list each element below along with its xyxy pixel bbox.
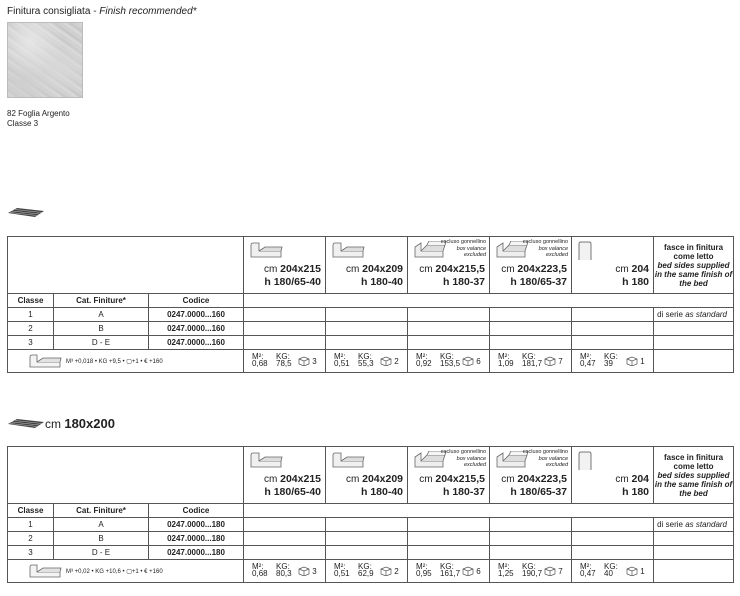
empty-cell — [572, 308, 654, 322]
empty-cell — [654, 546, 734, 560]
codice-cell: 0247.0000...180 — [149, 532, 244, 546]
dimension-cell — [490, 447, 572, 504]
codice-header: Codice — [149, 504, 244, 518]
codice-cell: 0247.0000...160 — [149, 322, 244, 336]
pack-info-cell — [244, 350, 326, 373]
empty-cell — [244, 308, 326, 322]
empty-cell — [490, 546, 572, 560]
package-count: 2 — [380, 566, 399, 578]
empty-cell — [572, 322, 654, 336]
package-icon — [380, 356, 392, 366]
package-icon — [544, 566, 556, 576]
classe-cell: 2 — [8, 532, 54, 546]
dimension-cell — [408, 447, 490, 504]
package-icon — [380, 566, 392, 576]
pack-info-cell — [490, 560, 572, 583]
summary-text: M³ +0,02 • KG +10,6 • ▢+1 • € +160 — [66, 569, 163, 575]
cat-cell: D - E — [54, 336, 149, 350]
empty-cell — [326, 546, 408, 560]
volume-value: M²: 0,68 — [252, 352, 268, 368]
cat-cell: D - E — [54, 546, 149, 560]
empty-cell — [490, 336, 572, 350]
codice-header: Codice — [149, 294, 244, 308]
volume-value: M²: 0,47 — [580, 562, 596, 578]
package-count: 1 — [626, 566, 645, 578]
empty-cell — [408, 322, 490, 336]
box-valance-note: escluso gonnellino box valance excluded — [440, 449, 487, 468]
swatch-name: 82 Foglia Argento — [7, 109, 70, 118]
bed-icon — [249, 241, 283, 259]
empty-cell — [654, 350, 734, 373]
classe-header: Classe — [8, 504, 54, 518]
empty-cell — [326, 336, 408, 350]
headboard-icon — [577, 241, 593, 261]
classe-cell: 3 — [8, 546, 54, 560]
dimension-cell — [244, 447, 326, 504]
pack-info-cell — [326, 560, 408, 583]
table-row — [8, 336, 734, 350]
package-count: 3 — [298, 566, 317, 578]
empty-cell — [326, 532, 408, 546]
weight-value: KG: 161,7 — [440, 562, 461, 578]
empty-cell — [244, 546, 326, 560]
headboard-icon — [577, 451, 593, 471]
volume-value: M²: 1,25 — [498, 562, 514, 578]
cat-cell: A — [54, 308, 149, 322]
empty-cell — [490, 532, 572, 546]
empty-cell — [654, 336, 734, 350]
package-count: 6 — [462, 356, 481, 368]
cat-header: Cat. Finiture* — [54, 294, 149, 308]
package-icon — [626, 356, 638, 366]
swatch-caption — [7, 109, 70, 129]
empty-cell — [654, 560, 734, 583]
dimension-label: cm 204x215 h 180/65-40 — [264, 263, 322, 288]
header-blank — [8, 447, 244, 504]
standard-note: di serie as standard — [654, 518, 734, 532]
pack-info-cell — [244, 560, 326, 583]
package-count: 6 — [462, 566, 481, 578]
table-row — [8, 322, 734, 336]
empty-cell — [654, 532, 734, 546]
weight-value: KG: 55,3 — [358, 352, 374, 368]
box-valance-note: escluso gonnellino box valance excluded — [522, 449, 569, 468]
empty-cell — [490, 518, 572, 532]
empty-cell — [408, 518, 490, 532]
section-size-label — [45, 416, 115, 431]
slats-icon — [7, 207, 45, 219]
package-icon — [298, 566, 310, 576]
weight-value: KG: 39 — [604, 352, 618, 368]
empty-cell — [408, 532, 490, 546]
empty-cell — [572, 518, 654, 532]
pack-info-cell — [572, 560, 654, 583]
table-row — [8, 532, 734, 546]
empty-cell — [490, 308, 572, 322]
volume-value: M²: 0,51 — [334, 562, 350, 578]
slats-icon — [7, 418, 45, 430]
empty-cell — [326, 518, 408, 532]
table-row — [8, 518, 734, 532]
dimension-label: cm 204 h 180 — [615, 473, 650, 498]
classe-header: Classe — [8, 294, 54, 308]
weight-value: KG: 40 — [604, 562, 618, 578]
empty-cell — [244, 532, 326, 546]
empty-cell — [408, 336, 490, 350]
dimension-cell — [244, 237, 326, 294]
standard-note: di serie as standard — [654, 308, 734, 322]
package-count: 1 — [626, 356, 645, 368]
empty-cell — [490, 322, 572, 336]
codice-cell: 0247.0000...180 — [149, 546, 244, 560]
codice-cell: 0247.0000...160 — [149, 336, 244, 350]
dimension-cell — [572, 447, 654, 504]
empty-cell — [654, 322, 734, 336]
volume-value: M²: 0,95 — [416, 562, 432, 578]
weight-value: KG: 78,5 — [276, 352, 292, 368]
weight-value: KG: 80,3 — [276, 562, 292, 578]
dimension-label: cm 204x209 h 180-40 — [346, 473, 404, 498]
volume-value: M²: 1,09 — [498, 352, 514, 368]
bed-outline-icon — [28, 353, 62, 369]
empty-cell — [326, 308, 408, 322]
empty-cell — [572, 336, 654, 350]
finish-swatch — [7, 22, 83, 98]
bed-icon — [331, 241, 365, 259]
dimension-label: cm 204x223,5 h 180/65-37 — [501, 263, 568, 288]
codice-cell: 0247.0000...160 — [149, 308, 244, 322]
header-spacer — [244, 294, 734, 308]
dimension-label: cm 204x223,5 h 180/65-37 — [501, 473, 568, 498]
empty-cell — [244, 322, 326, 336]
finish-title-en: - Finish recommended* — [90, 6, 197, 17]
weight-value: KG: 190,7 — [522, 562, 543, 578]
volume-value: M²: 0,68 — [252, 562, 268, 578]
empty-cell — [244, 336, 326, 350]
size-unit: cm — [45, 417, 61, 431]
size-value: 180x200 — [64, 416, 115, 431]
package-icon — [626, 566, 638, 576]
classe-cell: 2 — [8, 322, 54, 336]
pack-info-cell — [408, 350, 490, 373]
dimension-label: cm 204x215 h 180/65-40 — [264, 473, 322, 498]
pack-info-cell — [490, 350, 572, 373]
package-count: 3 — [298, 356, 317, 368]
classe-cell: 1 — [8, 518, 54, 532]
weight-value: KG: 153,5 — [440, 352, 461, 368]
dimension-cell — [326, 447, 408, 504]
empty-cell — [572, 546, 654, 560]
box-valance-note: escluso gonnellino box valance excluded — [522, 239, 569, 258]
dimension-label: cm 204 h 180 — [615, 263, 650, 288]
package-icon — [298, 356, 310, 366]
empty-cell — [408, 546, 490, 560]
bed-sides-note: fasce in finitura come letto bed sides supplied in the same finish of the bed — [654, 237, 734, 294]
package-count: 7 — [544, 356, 563, 368]
bed-icon — [249, 451, 283, 469]
option-summary — [8, 560, 244, 583]
swatch-class: Classe 3 — [7, 119, 39, 128]
cat-cell: B — [54, 532, 149, 546]
dimension-label: cm 204x215,5 h 180-37 — [419, 473, 486, 498]
pack-info-cell — [572, 350, 654, 373]
package-icon — [462, 356, 474, 366]
weight-value: KG: 62,9 — [358, 562, 374, 578]
summary-text: M³ +0,018 • KG +9,5 • ▢+1 • € +160 — [66, 359, 163, 365]
package-icon — [544, 356, 556, 366]
classe-cell: 3 — [8, 336, 54, 350]
empty-cell — [244, 518, 326, 532]
bed-sides-note: fasce in finitura come letto bed sides supplied in the same finish of the bed — [654, 447, 734, 504]
product-table — [7, 236, 734, 373]
table-row — [8, 546, 734, 560]
volume-value: M²: 0,51 — [334, 352, 350, 368]
cat-header: Cat. Finiture* — [54, 504, 149, 518]
empty-cell — [408, 308, 490, 322]
cat-cell: B — [54, 322, 149, 336]
empty-cell — [572, 532, 654, 546]
dimension-cell — [572, 237, 654, 294]
volume-value: M²: 0,47 — [580, 352, 596, 368]
dimension-cell — [490, 237, 572, 294]
dimension-label: cm 204x215,5 h 180-37 — [419, 263, 486, 288]
bed-icon — [331, 451, 365, 469]
package-count: 7 — [544, 566, 563, 578]
empty-cell — [326, 322, 408, 336]
package-count: 2 — [380, 356, 399, 368]
product-table — [7, 446, 734, 583]
box-valance-note: escluso gonnellino box valance excluded — [440, 239, 487, 258]
volume-value: M²: 0,92 — [416, 352, 432, 368]
pack-info-cell — [326, 350, 408, 373]
header-spacer — [244, 504, 734, 518]
codice-cell: 0247.0000...180 — [149, 518, 244, 532]
pack-info-cell — [408, 560, 490, 583]
dimension-cell — [326, 237, 408, 294]
finish-title — [7, 6, 197, 17]
table-row — [8, 308, 734, 322]
dimension-label: cm 204x209 h 180-40 — [346, 263, 404, 288]
classe-cell: 1 — [8, 308, 54, 322]
weight-value: KG: 181,7 — [522, 352, 543, 368]
cat-cell: A — [54, 518, 149, 532]
dimension-cell — [408, 237, 490, 294]
header-blank — [8, 237, 244, 294]
finish-title-it: Finitura consigliata — [7, 6, 91, 17]
option-summary — [8, 350, 244, 373]
bed-outline-icon — [28, 563, 62, 579]
package-icon — [462, 566, 474, 576]
